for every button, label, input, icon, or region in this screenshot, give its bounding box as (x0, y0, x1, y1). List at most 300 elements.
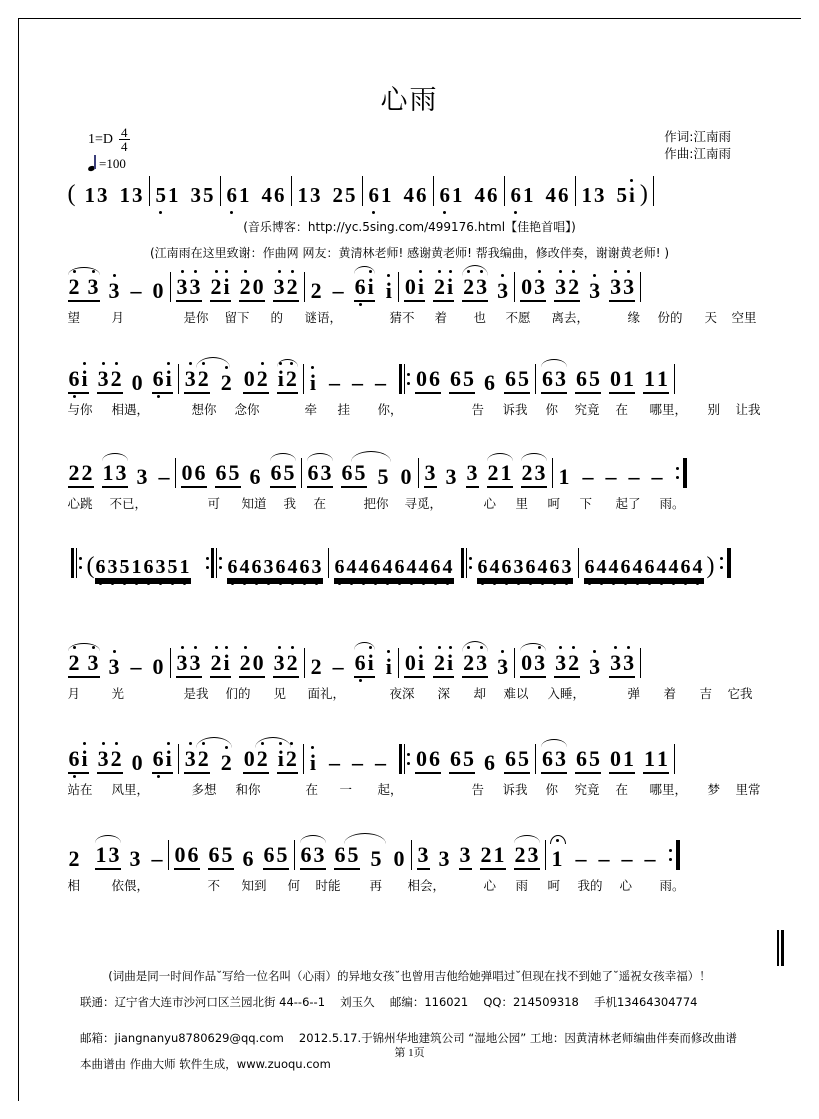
note-group: 0 6 (181, 462, 207, 488)
barline (303, 364, 304, 394)
note-group: 1 1 (643, 748, 669, 774)
lyric-syllable: 着 (434, 310, 448, 325)
note-group: 6 5 (215, 462, 241, 488)
note-group: 6 5 (504, 368, 530, 394)
time-signature (119, 126, 130, 153)
note: i (309, 750, 316, 775)
note: 3 (497, 278, 509, 303)
barline (304, 272, 305, 302)
lyric-syllable: 雨。 (659, 496, 685, 511)
note-group: 6 5 (575, 368, 601, 394)
note-group: 3 2 (97, 368, 123, 394)
note: 3 (129, 846, 141, 871)
interlude-measure-2: 6 4 6 3 6 4 6 3 (227, 556, 322, 578)
lyric-syllable: 月 (111, 310, 125, 325)
intro-measure-5: 6 1 4 6 (368, 183, 427, 207)
lyric-syllable: 它我 (727, 686, 753, 701)
barline-end (674, 364, 675, 394)
note-group: 0 2 (243, 748, 269, 774)
note-dash: – (130, 654, 142, 679)
note-group: 0 i (404, 276, 425, 302)
note: 2 (310, 654, 322, 679)
note-group: 6 5 (449, 748, 475, 774)
lyric-syllable: 却 (473, 686, 487, 701)
note-group: 2 i (210, 652, 231, 678)
note-group: 0 6 (415, 748, 441, 774)
barline (294, 840, 295, 870)
barline (545, 840, 546, 870)
quarter-note-icon (88, 156, 97, 172)
lyric-syllable: 起了 (615, 496, 641, 511)
interlude-measure-5: 6 4 4 6 4 6 4 4 6 4 (584, 556, 703, 578)
lyric-syllable: 和你 (235, 782, 261, 797)
lyric-syllable: 哪里， (649, 782, 688, 797)
note-dash: – (332, 278, 344, 303)
staff-line-3 (0, 458, 819, 488)
lyric-syllable: 与你 (67, 402, 93, 417)
note-group: 6 3 (541, 748, 567, 774)
note: i (385, 278, 392, 303)
barline (362, 176, 363, 206)
note-group: 6 5 (263, 844, 289, 870)
note-dash: – (598, 846, 610, 871)
note-group: 6 5 (449, 368, 475, 394)
lyric-syllable: 告 (471, 402, 485, 417)
staff-line-5 (0, 744, 819, 774)
note-dash: – (575, 846, 587, 871)
note-dash: – (582, 464, 594, 489)
lyric-syllable: 挂 (337, 402, 351, 417)
lyric-syllable: 心 (483, 496, 497, 511)
lyric-syllable: 下 (579, 496, 593, 511)
note-group: 3 2 (184, 368, 210, 394)
note: 1 (558, 464, 570, 489)
note-group: 2 3 (514, 844, 540, 870)
staff-line-6 (0, 840, 819, 870)
footer-story: (词曲是同一时间作品˘写给一位名叫（心雨）的异地女孩˘也曾用吉他给她弹唱过˘但现在找不到她了˘遥祝女孩幸福）！ (108, 969, 711, 983)
lyrics-line-2 (0, 400, 819, 418)
lyric-syllable: 站在 (67, 782, 93, 797)
lyric-syllable: 究竟 (574, 782, 600, 797)
note: 6 (484, 750, 495, 775)
note-group: 1 1 (643, 368, 669, 394)
lyric-syllable: 夜深 (389, 686, 415, 701)
tempo-value: =100 (99, 156, 126, 171)
note: 3 (459, 844, 472, 870)
lyrics-line-5 (0, 780, 819, 798)
barline (504, 176, 505, 206)
lyric-syllable: 诉我 (502, 782, 528, 797)
lyric-syllable: 再 (369, 878, 383, 893)
note-group: 6 5 (334, 844, 360, 870)
intro-measure-6: 6 1 4 6 (439, 183, 498, 207)
note: 6 (242, 846, 254, 871)
intro-open-paren: ( (67, 181, 76, 207)
note-dash: – (130, 278, 142, 303)
lyric-syllable: 别 (707, 402, 721, 417)
intro-measure-4: 1 3 2 5 (297, 183, 356, 207)
lyric-syllable: 告 (471, 782, 485, 797)
lyric-syllable: 起， (377, 782, 403, 797)
lyric-syllable: 一 (339, 782, 353, 797)
note-group: 2 3 (462, 276, 488, 302)
note-rest: 0 (152, 654, 164, 679)
lyric-syllable: 相遇， (111, 402, 150, 417)
lyric-syllable: 难以 (503, 686, 529, 701)
lyric-syllable: 也 (473, 310, 487, 325)
intro-measure-7: 6 1 4 6 (510, 183, 569, 207)
note-group: 0 1 (609, 368, 635, 394)
note-group: 6 3 (300, 844, 326, 870)
barline (514, 648, 515, 678)
lyric-syllable: 我 (283, 496, 297, 511)
lyric-syllable: 留下 (224, 310, 250, 325)
intro-measure-2: 5 1 3 5 (155, 183, 214, 207)
lyric-syllable: 你， (377, 402, 403, 417)
lyric-syllable: 不愿 (505, 310, 531, 325)
note: 2 (220, 370, 232, 395)
note-group: i 2 (277, 748, 298, 774)
intro-close-paren: ) (639, 181, 648, 207)
note-group: 6 5 (208, 844, 234, 870)
note-group: 6 3 (541, 368, 567, 394)
lyrics-line-6 (0, 876, 819, 894)
barline (175, 458, 176, 488)
lyric-syllable: 知道 (241, 496, 267, 511)
lyric-syllable: 依偎， (111, 878, 150, 893)
note-group: 0 2 (243, 368, 269, 394)
lyric-syllable: 诉我 (502, 402, 528, 417)
lyric-syllable: 呵 (547, 878, 561, 893)
note-group: 2 1 (480, 844, 506, 870)
time-signature-denominator: 4 (121, 139, 128, 154)
note: 6 (484, 370, 495, 395)
barline (328, 548, 329, 578)
interlude-measure-3: 6 4 4 6 4 6 4 4 6 4 (334, 556, 453, 578)
note-group: 1 3 (102, 462, 128, 488)
note-group: 2 1 (487, 462, 513, 488)
lyricist-credit: 作词:江南雨 (664, 129, 731, 144)
lyric-syllable: 不 (207, 878, 221, 893)
footer-email: 邮箱：jiangnanyu8780629@qq.com 2012.5.17.于锦州华地建筑公司 “湿地公园” 工地：因黄清林老师编曲伴奏而修改曲谱 (80, 1031, 737, 1045)
lyrics-line-3 (0, 494, 819, 512)
time-signature-numerator: 4 (121, 125, 128, 140)
note-group: 3 2 (273, 652, 299, 678)
footer-contact: 联通：辽宁省大连市沙河口区兰园北街 44--6--1 刘玉久 邮编：116021 QQ：214509318 手机13464304774 (80, 995, 698, 1009)
lyric-syllable: 相会， (407, 878, 446, 893)
note-dash: – (352, 370, 363, 395)
intro-measure-3: 6 1 4 6 (226, 183, 285, 207)
key-tempo-block (88, 126, 130, 172)
note-dash: – (151, 846, 163, 871)
lyric-syllable: 雨。 (659, 878, 685, 893)
staff-line-4 (0, 648, 819, 678)
note-group: 3 3 (176, 276, 202, 302)
note-dash: – (332, 654, 344, 679)
repeat-end (718, 548, 731, 578)
barline (535, 364, 536, 394)
lyric-syllable: 究竟 (574, 402, 600, 417)
repeat-marker (461, 548, 474, 578)
note-dash: – (329, 370, 340, 395)
page-frame-top (18, 18, 801, 19)
repeat-start (399, 364, 412, 394)
barline (170, 272, 171, 302)
lyric-syllable: 光 (111, 686, 125, 701)
note-group: 0 3 (520, 652, 546, 678)
note: 5 (377, 464, 389, 489)
barline-end (640, 648, 641, 678)
note: 2 (310, 278, 322, 303)
note-group: 3 2 (273, 276, 299, 302)
tempo-marking (88, 156, 130, 172)
barline (304, 648, 305, 678)
lyric-syllable: 寻觅， (404, 496, 443, 511)
barline (149, 176, 150, 206)
note: 3 (445, 464, 457, 489)
note-rest: 0 (131, 750, 143, 775)
lyric-syllable: 月 (67, 686, 81, 701)
lyric-syllable: 在 (615, 782, 629, 797)
note-group: 6 i (68, 748, 89, 774)
note-group: 2 i (210, 276, 231, 302)
lyric-syllable: 哪里， (649, 402, 688, 417)
footer-generator: 本曲谱由 作曲大师 软件生成，www.zuoqu.com (80, 1057, 331, 1071)
lyric-syllable: 谜语， (304, 310, 343, 325)
lyric-syllable: 是我 (183, 686, 209, 701)
interlude-open-paren: ( (86, 553, 95, 579)
note-group: 6 5 (270, 462, 296, 488)
lyric-syllable: 把你 (363, 496, 389, 511)
lyric-syllable: 时能 (315, 878, 341, 893)
lyric-syllable: 弹 (627, 686, 641, 701)
note-group: 3 2 (554, 652, 580, 678)
barline (575, 176, 576, 206)
barline (291, 176, 292, 206)
lyric-syllable: 离去， (551, 310, 590, 325)
lyric-syllable: 让我 (735, 402, 761, 417)
lyric-syllable: 可 (207, 496, 221, 511)
note-group: 6 i (68, 368, 89, 394)
note-with-fermata: 1 (551, 848, 564, 870)
note-group: 0 1 (609, 748, 635, 774)
note: 3 (424, 462, 437, 488)
note: 3 (589, 654, 601, 679)
note-rest: 0 (131, 370, 143, 395)
note-group: 6 i (152, 748, 173, 774)
note: 2 (220, 750, 232, 775)
barline (168, 840, 169, 870)
note-group: 3 2 (554, 276, 580, 302)
lyric-syllable: 知到 (241, 878, 267, 893)
barline (303, 744, 304, 774)
note: 3 (417, 844, 430, 870)
lyric-syllable: 心 (619, 878, 633, 893)
barline (178, 744, 179, 774)
note-group: 3 2 (97, 748, 123, 774)
interlude-measure-1: 6 3 5 1 6 3 5 1 (95, 556, 190, 578)
lyric-syllable: 牵 (304, 402, 318, 417)
barline (514, 272, 515, 302)
lyric-syllable: 呵 (547, 496, 561, 511)
note-group: 2 3 (462, 652, 488, 678)
fermata-icon (550, 835, 564, 843)
note-group: 6 5 (341, 462, 367, 488)
note-group: 6 5 (575, 748, 601, 774)
note: 3 (589, 278, 601, 303)
note-group: 2 0 (239, 276, 265, 302)
note: 6 (249, 464, 261, 489)
lyrics-line-4 (0, 684, 819, 702)
lyric-syllable: 面礼， (307, 686, 346, 701)
lyric-syllable: 在 (305, 782, 319, 797)
barline (418, 458, 419, 488)
lyric-syllable: 的 (270, 310, 284, 325)
note: 2 (68, 846, 80, 871)
page-number: 第 1页 (394, 1047, 425, 1059)
lyric-syllable: 在 (615, 402, 629, 417)
note: i (309, 370, 316, 395)
lyric-syllable: 想你 (191, 402, 217, 417)
note-dash: – (329, 750, 340, 775)
lyric-syllable: 不已， (109, 496, 148, 511)
note-group: 3 3 (176, 652, 202, 678)
lyric-syllable: 猜不 (389, 310, 415, 325)
intro-measure-1: 1 3 1 3 (84, 183, 143, 207)
note-group: 2 i (433, 276, 454, 302)
note-dash: – (158, 464, 170, 489)
lyric-syllable: 着 (663, 686, 677, 701)
note-group: 1 3 (95, 844, 121, 870)
lyric-syllable: 何 (287, 878, 301, 893)
barline (433, 176, 434, 206)
lyric-syllable: 多想 (191, 782, 217, 797)
note-group: 2 i (433, 652, 454, 678)
barline (398, 272, 399, 302)
note-group: 0 i (404, 652, 425, 678)
barline-end (653, 176, 654, 206)
note-dash: – (651, 464, 663, 489)
note-group: 2 0 (239, 652, 265, 678)
lyric-syllable: 份的 (657, 310, 683, 325)
note: 3 (108, 654, 120, 679)
lyric-syllable: 缘 (627, 310, 641, 325)
interlude-measure-4: 6 4 6 3 6 4 6 3 (477, 556, 572, 578)
note-dash: – (605, 464, 617, 489)
note-rest: 0 (400, 464, 412, 489)
note-dash: – (375, 370, 386, 395)
note-group: 2 3 (68, 652, 100, 678)
lyrics-line-1 (0, 308, 819, 326)
repeat-start (71, 548, 84, 578)
note-group: 3 3 (609, 652, 635, 678)
note-dash: – (621, 846, 633, 871)
note-group: i 2 (277, 368, 298, 394)
lyric-syllable: 雨 (515, 878, 529, 893)
interlude-staff (0, 548, 819, 578)
key-signature: 1=D (88, 131, 114, 147)
note-group: 6 i (354, 652, 375, 678)
repeat-start (399, 744, 412, 774)
barline (178, 364, 179, 394)
note: 3 (108, 278, 120, 303)
lyric-syllable: 是你 (183, 310, 209, 325)
lyric-syllable: 相 (67, 878, 81, 893)
lyric-syllable: 见 (273, 686, 287, 701)
note-group: 0 6 (174, 844, 200, 870)
thanks-info: (江南雨在这里致谢：作曲网 网友：黄清林老师! 感谢黄老师! 帮我编曲，修改伴奏，谢谢黄老师! ) (149, 246, 670, 260)
barline (552, 458, 553, 488)
lyric-syllable: 深 (437, 686, 451, 701)
note-group: 2 3 (521, 462, 547, 488)
note: i (385, 654, 392, 679)
note-group: 6 5 (504, 748, 530, 774)
barline-end (640, 272, 641, 302)
barline (411, 840, 412, 870)
note-group: 2 3 (68, 276, 100, 302)
intro-measure-8: 1 3 5 i (581, 183, 635, 207)
note: 3 (136, 464, 148, 489)
note-dash: – (644, 846, 656, 871)
lyric-syllable: 入睡， (547, 686, 586, 701)
lyric-syllable: 空里 (731, 310, 757, 325)
note-dash: – (628, 464, 640, 489)
final-barline (777, 930, 783, 966)
barline (220, 176, 221, 206)
interlude-close-paren: ) (706, 553, 715, 579)
composer-credit: 作曲:江南雨 (664, 146, 731, 161)
note-group: 0 3 (520, 276, 546, 302)
note-dash: – (352, 750, 363, 775)
barline (398, 648, 399, 678)
blog-info: (音乐博客：http://yc.5sing.com/499176.html【佳艳首唱】) (243, 220, 576, 234)
barline (535, 744, 536, 774)
staff-line-2 (0, 364, 819, 394)
note-group: 6 3 (307, 462, 333, 488)
repeat-end (674, 458, 687, 488)
lyric-syllable: 在 (313, 496, 327, 511)
note-group: 6 i (354, 276, 375, 302)
lyric-syllable: 我的 (577, 878, 603, 893)
note-group: 2 2 (68, 462, 94, 488)
barline (578, 548, 579, 578)
note-group: 3 2 (184, 748, 210, 774)
lyric-syllable: 心跳 (67, 496, 93, 511)
note-rest: 0 (152, 278, 164, 303)
note-group: 0 6 (415, 368, 441, 394)
lyric-syllable: 你 (545, 782, 559, 797)
lyric-syllable: 吉 (699, 686, 713, 701)
intro-staff (0, 176, 819, 206)
note-rest: 0 (393, 846, 405, 871)
repeat-marker (204, 548, 224, 578)
lyric-syllable: 里常 (735, 782, 761, 797)
barline (170, 648, 171, 678)
note: 3 (466, 462, 479, 488)
lyric-syllable: 你 (545, 402, 559, 417)
lyric-syllable: 们的 (225, 686, 251, 701)
note: 5 (370, 846, 382, 871)
note-group: 6 i (152, 368, 173, 394)
credits-block (664, 128, 731, 162)
note: 3 (438, 846, 450, 871)
lyric-syllable: 天 (704, 310, 718, 325)
staff-line-1 (0, 272, 819, 302)
note-group: 3 3 (609, 276, 635, 302)
lyric-syllable: 望 (67, 310, 81, 325)
note-dash: – (375, 750, 386, 775)
lyric-syllable: 梦 (707, 782, 721, 797)
